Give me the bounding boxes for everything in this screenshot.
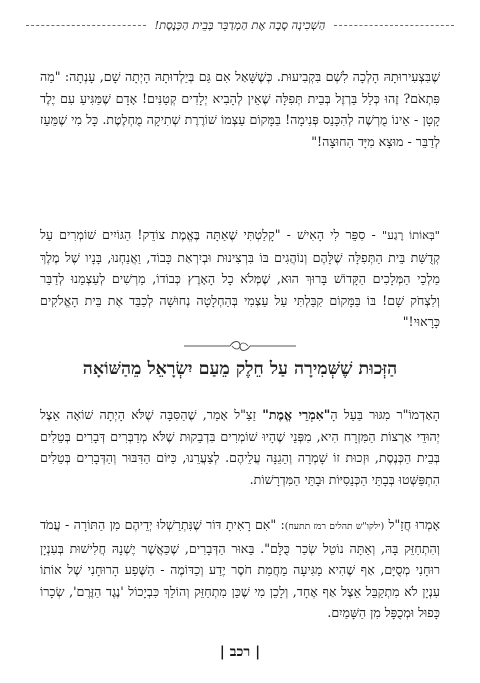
paragraph-4 xyxy=(40,514,440,624)
paragraph-4-rest: : "אִם רָאִיתָ דּוֹר שֶׁנִּתְרַשְׁלוּ יְדֵיהֶם מִן הַתּוֹרָה - עֲמֹד וְהִתְחַזֵּק בָּהּ, וְאַתָּה נוֹטֵל שְׂכַר כֻּלָּם". בֵּאוּר הַדְּבָרִים, שֶׁכַּאֲשֶׁר יֶשְׁנָהּ חֲלִישׁוּת בְּעִנְיָן רוּחָנִי מְסֻיָּם, אַף שֶׁהִיא מַגִּיעָה מֵחֲמַת חֹסֶר יֶדַע וְכַדּוֹמֶה - הַשֶּׁפַע הָרוּחָנִי שֶׁל אוֹתוֹ עִנְיָן לֹא מִתְקַבֵּל אֵצֶל אַף אֶחָד, וְלָכֵן מִי שֶׁכֵּן מִתְחַזֵּק וְהוֹלֵךְ כִּבְיָכוֹל 'נֶגֶד הַזֶּרֶם', שְׂכָרוֹ כָּפוּל וּמְכֻפָּל מִן הַשָּׁמַיִם. xyxy=(40,517,440,620)
running-header xyxy=(26,14,454,36)
paragraph-3-rest: זַצַ"ל אָמַר, שֶׁהַסִּבָּה שֶׁלֹּא הָיְתָה שׁוֹאָה אֵצֶל יְהוּדֵי אַרְצוֹת הַמִּזְרָח הִיא, מִפְּנֵי שֶׁהָיוּ שׁוֹמְרִים בִּדְבֵקוּת שֶׁלֹּא מְדַבְּרִים דְּבָרִים בְּטֵלִים בְּבֵית הַכְּנֶסֶת, וּזְכוּת זוֹ שָׁמְרָה וְהֵגֵנָּה עֲלֵיהֶם. לְצַעֲרֵנוּ, כַּיּוֹם הַדִּבּוּר וְהַדְּבָרִים בְּטֵלִים הִתְפַּשְּׁטוּ בְּבָתֵּי הַכְּנֵסִיּוֹת וּבָתֵּי הַמִּדְרָשׁוֹת. xyxy=(40,407,440,487)
source-citation: (ילקו"ש תהלים רמז תתעח) xyxy=(284,521,385,532)
paragraph-2-body: - סִפֵּר לִי הָאִישׁ - "קָלַטְתִּי שֶׁאַתָּה בֶּאֱמֶת צוֹדֵק! הַגּוֹיִים שׁוֹמְרִים עַל קְדֻשַּׁת בֵּית הַתְּפִלָּה שֶׁלָּהֶם וְנוֹהֲגִים בּוֹ בִּרְצִינוּת וּבְיִרְאַת כָּבוֹד, וַאֲנַחְנוּ, בָּנָיו שֶׁל מֶלֶךְ מַלְכֵי הַמְּלָכִים הַקָּדוֹשׁ בָּרוּךְ הוּא, שֶׁמְּלֹא כָל הָאָרֶץ כְּבוֹדוֹ, מַרְשִׁים לְעַצְמֵנוּ לְדַבֵּר וְלִצְחֹק שָׁם! בּוֹ בַּמָּקוֹם קִבַּלְתִּי עַל עַצְמִי בְּהַחְלָטָה נְחוּשָׁה לְכַבֵּד אֶת בֵּית הָאֱלֹקִים כָּרָאוּי!" xyxy=(40,227,440,329)
header-title: הַשְׁכִינָה סָבָה אֶת הַמְדַבֵּר בְּבֵית הַכְּנֶסֶת! xyxy=(154,18,326,32)
section-title: הַזְּכוּת שֶׁשְּׁמִירָה עַל חֵלֶק מֵעַם יִשְׂרָאֵל מֵהַשּׁוֹאָה xyxy=(82,359,398,379)
paragraph-1: שֶׁבִּצְעִירוּתָהּ הָלְכָה לִשְׁם בִּקְבִיעוּת. כְּשֶׁשָּׁאַל אִם גַּם בְּיַלְדוּתָהּ הָיְתָה שָׁם, עָנְתָה: "מַה פִּתְאֹם? זֶהוּ כְּלַל בַּרְזֶל בְּבֵית תְּפִלָּה שֶׁאֵין לְהָבִיא יְלָדִים קְטַנִּים! אָדָם שֶׁמַּגִּיעַ עִם יֶלֶד קָטָן - אֵינוֹ מֻרְשֶׁה לְהִכָּנֵס פְּנִימָה! בַּמָּקוֹם עַצְמוֹ שׁוֹרֶרֶת שְׁתִיקָה מֻחְלֶטֶת. כָּל מִי שֶׁמֵּעֵז לְדַבֵּר - מוּצָא מִיָּד הַחוּצָה!" xyxy=(40,69,440,149)
book-name-emphasis: "אִמְרֵי אֱמֶת" xyxy=(262,407,331,422)
paragraph-4-start: אָמְרוּ חֲזַ"ל xyxy=(384,517,440,532)
page-number: | רכב | xyxy=(219,644,261,660)
paragraph-2 xyxy=(40,224,440,333)
header-dash-right xyxy=(334,25,454,26)
section-divider-ornament xyxy=(184,339,296,353)
header-dash-left xyxy=(26,25,146,26)
paragraph-3 xyxy=(40,404,440,490)
paragraph-2-lead: "בְּאוֹתוֹ רֶגַע" xyxy=(381,228,440,242)
paragraph-3-start: הָאַדְמוֹ"ר מִגּוּר בַּעַל הָ xyxy=(330,407,440,422)
